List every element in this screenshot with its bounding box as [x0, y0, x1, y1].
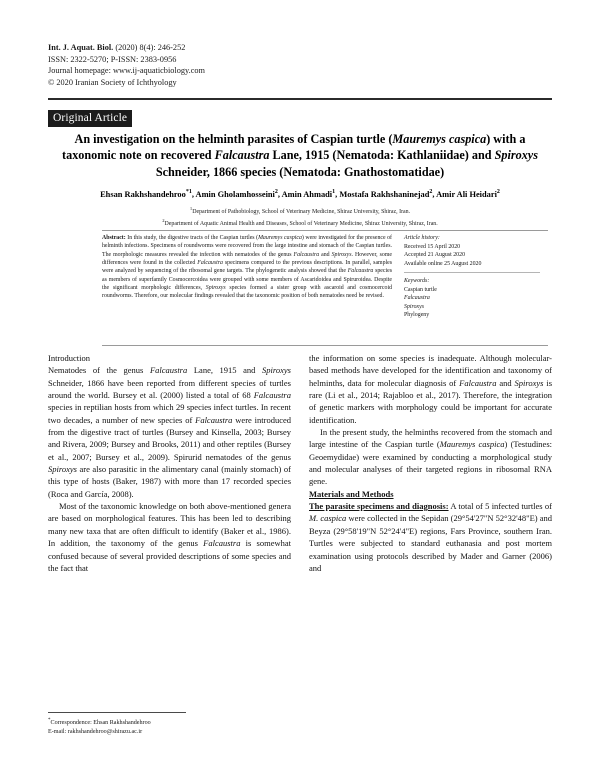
intro-genus-spiroxys-2: Spiroxys [48, 464, 77, 475]
right-p2-part2: ) (Testudines: Geoemydidae) were examined by conducting a morphological study and molecular analyses of their targeted regions in ribosomal RNA gene. [309, 439, 552, 487]
abstract-part2: ) were investigated for the presence of helminth infections. Specimens of roundworms were recovered from the large intestine and stomach of the Caspian turtles. The morphologic measures revealed the infection with nematodes of the genus [102, 235, 393, 258]
intro-paragraph-1 [48, 364, 291, 500]
author-2: , Amin Gholamhosseini [191, 189, 275, 199]
abstract-genus-1: Falcaustra [293, 251, 320, 258]
intro-genus-falcaustra-2: Falcaustra [253, 390, 291, 401]
journal-name: Int. J. Aquat. Biol. [48, 43, 114, 52]
abstract-part5: specimens compared to the previous descriptions. In parallel, samples were analyzed by sequencing of the ribosomal gene targets. The phylogenetic analysis showed that the [102, 260, 392, 275]
title-species-mauremys: Mauremys caspica [392, 132, 487, 146]
author-2-sup: 2 [274, 189, 278, 195]
footnote-marker: * [48, 718, 51, 723]
footnote-correspondence: Correspondence: Ehsan Rakhshandehroo [50, 720, 151, 727]
abstract-label: Abstract: [102, 235, 126, 241]
keyword-2: Falcaustra [404, 295, 430, 301]
masthead-citation-line [48, 42, 468, 54]
right-paragraph-1 [309, 352, 552, 426]
journal-masthead [48, 42, 468, 88]
right-p1-part2: and [496, 377, 515, 388]
affiliation-1 [60, 205, 540, 217]
abstract-part1: In this study, the digestive tracts of the Caspian turtles ( [125, 235, 259, 241]
author-list [50, 186, 550, 201]
article-history-received: Received 15 April 2020 [404, 243, 461, 250]
footnote-divider [48, 712, 186, 713]
article-history-available: Available online 25 August 2020 [404, 260, 482, 267]
methods-paragraph-1 [309, 500, 552, 574]
title-line1-part2: ) with a [486, 132, 526, 146]
methods-species-mcaspica: M. caspica [309, 513, 347, 524]
journal-citation: (2020) 8(4): 246-252 [113, 43, 186, 52]
abstract-text [102, 234, 398, 301]
meta-divider [404, 272, 540, 273]
footnote-line-1 [48, 716, 298, 728]
abstract-part6: species as members of superfamily Cosmocercoidea were grouped with some members of Ascaridoidea and Spiruroidea. Despite the significant morphologic differences, [102, 268, 392, 292]
author-4: , Mostafa Rakhshaninejad [335, 189, 430, 199]
abstract-genus-4: Falcaustra [347, 268, 374, 275]
article-type-badge: Original Article [48, 110, 132, 127]
page-title [52, 131, 548, 180]
affiliation-1-sup: 1 [189, 206, 193, 211]
right-p2-part1: In the present study, the helminths recovered from the stomach and large intestine of the Caspian turtle ( [309, 427, 552, 450]
author-4-sup: 2 [429, 189, 433, 195]
section-heading-introduction: Introduction [48, 353, 91, 363]
title-genus-spiroxys: Spiroxys [494, 148, 538, 163]
intro-p1-part4: species in reptilian hosts from which 29 species infect turtles. In recent two decades, a number of new species of [48, 402, 291, 425]
keywords-heading: Keywords: [404, 278, 430, 284]
methods-p1-part1: A total of 5 infected turtles of [448, 501, 552, 512]
title-line3-part2: Schneider, 1866 species (Nematoda: Gnathostomatidae) [155, 164, 445, 179]
title-line2-part1: taxonomic note on recovered [62, 148, 215, 163]
abstract-genus-3: Falcaustra [197, 260, 223, 267]
intro-genus-spiroxys-1: Spiroxys [262, 365, 291, 376]
header-divider [48, 98, 552, 100]
affiliation-1-text: Department of Pathobiology, School of Veterinary Medicine, Shiraz University, Shiraz, Iran. [192, 208, 411, 215]
author-5: , Amir Ali Heidari [432, 189, 497, 199]
keyword-3: Spiroxys [404, 303, 425, 310]
intro-p1-part6: are also parasitic in the alimentary canal (mainly stomach) of this type of hosts (Baker, 1987) with more than 17 recorded species (Roca and García, 2008). [48, 464, 291, 499]
right-p1-part1: the information on some species is inadequate. Although molecular-based methods have developed for the identification and taxonomy of helminths, data for molecular diagnosis of [309, 353, 552, 388]
author-1: Ehsan Rakhshandehroo [100, 189, 186, 199]
methods-p1-part2: were collected in the Sepidan (29°54'27"N 52°32'48"E) and Beyza (29°58'19"N 52°24'4"E) regions, Fars Province, southern Iran. Turtles were subjected to standard euthanasia and post mortem examination using protocols described by Mader and Garner (2006) and [309, 513, 553, 573]
intro-p2-part1: Most of the taxonomic knowledge on both above-mentioned genera are based on morphological features. This has been led to describing many new taxa that are often difficult to identify (Baker et al., 1986). In addition, the taxonomy of the genus [48, 501, 291, 549]
article-meta-sidebar [398, 234, 548, 320]
abstract-species-1: Mauremys caspica [258, 235, 302, 241]
right-paragraph-2 [309, 426, 552, 488]
intro-p1-part5: were introduced from the digestive tract of turtles (Bursey and Kinsella, 2003; Bursey and Rivera, 2009; Bursey and Brooks, 2011) and other reptiles (Bursey et al., 2007; Bursey et al., 2009). Spirurid nematodes of the genus [48, 414, 291, 462]
abstract-part3: and [319, 251, 332, 258]
intro-genus-falcaustra-4: Falcaustra [203, 538, 241, 549]
affiliation-2-sup: 2 [162, 217, 165, 223]
right-genus-spiroxys-1: Spiroxys [514, 377, 544, 388]
right-genus-falcaustra-1: Falcaustra [459, 377, 497, 388]
affiliation-2-text: Department of Aquatic Animal Health and Diseases, School of Veterinary Medicine, Shiraz University, Shiraz, Iran. [164, 220, 438, 227]
methods-runin-heading: The parasite specimens and diagnosis: [309, 501, 449, 512]
footnote-email[interactable]: E-mail: rakhshandehroo@shirazu.ac.ir [48, 729, 143, 736]
title-genus-falcaustra: Falcaustra [214, 148, 270, 163]
article-history-heading: Article history: [404, 235, 440, 241]
title-line1-part1: An investigation on the helminth parasites of Caspian turtle ( [74, 132, 393, 146]
keyword-4: Phylogeny [404, 312, 430, 318]
abstract-bottom-divider [102, 345, 548, 346]
abstract-part7: species formed a sister group with ascaroid and cosmocercoid roundworms. Therefore, our molecular findings revealed that the taxonomic position of both nematodes need be revised. [102, 285, 392, 300]
journal-issn: ISSN: 2322-5270; P-ISSN: 2383-0956 [48, 54, 177, 64]
intro-p1-part2: Lane, 1915 and [187, 365, 263, 376]
intro-paragraph-2 [48, 500, 291, 574]
right-species-mauremys-1: Mauremys caspica [439, 439, 505, 450]
author-3-sup: 1 [332, 189, 336, 195]
intro-p1-part3: Schneider, 1866 have been reported from different species of turtles around the world. Bursey et al. (2000) listed a total of 68 [48, 377, 291, 401]
abstract-genus-5: Spiroxys [205, 285, 226, 292]
author-5-sup: 2 [496, 189, 500, 195]
body-column-left [48, 352, 291, 574]
right-p1-part3: is rare (Li et al., 2014; Rajabloo et al., 2017). Therefore, the integration of genetic markers with morphology could be important for accurate identification. [309, 377, 552, 425]
intro-genus-falcaustra-3: Falcaustra [195, 414, 233, 425]
affiliation-2 [60, 217, 540, 229]
abstract-block [102, 230, 548, 320]
correspondence-footnote [48, 716, 298, 738]
author-3: , Amin Ahmadi [277, 189, 333, 199]
journal-copyright: © 2020 Iranian Society of Ichthyology [48, 77, 177, 87]
intro-p2-part2: is somewhat confused because of several provided descriptions of some species and the fact that [48, 538, 291, 573]
title-line2-part2: Lane, 1915 (Nematoda: Kathlaniidae) and [269, 148, 492, 163]
article-history-accepted: Accepted 21 August 2020 [404, 252, 466, 258]
section-heading-materials-and-methods: Materials and Methods [309, 488, 394, 499]
author-1-sup: *1 [185, 189, 192, 195]
abstract-genus-2: Spiroxys [331, 251, 352, 258]
abstract-part4: . However, some differences were found in the collected [102, 251, 392, 267]
journal-homepage[interactable]: Journal homepage: www.ij-aquaticbiology.com [48, 66, 205, 76]
intro-p1-part1: Nematodes of the genus [48, 365, 150, 376]
keyword-1: Caspian turtle [404, 286, 437, 293]
intro-genus-falcaustra-1: Falcaustra [149, 365, 188, 376]
affiliation-list [60, 205, 540, 228]
body-column-right [309, 352, 552, 574]
